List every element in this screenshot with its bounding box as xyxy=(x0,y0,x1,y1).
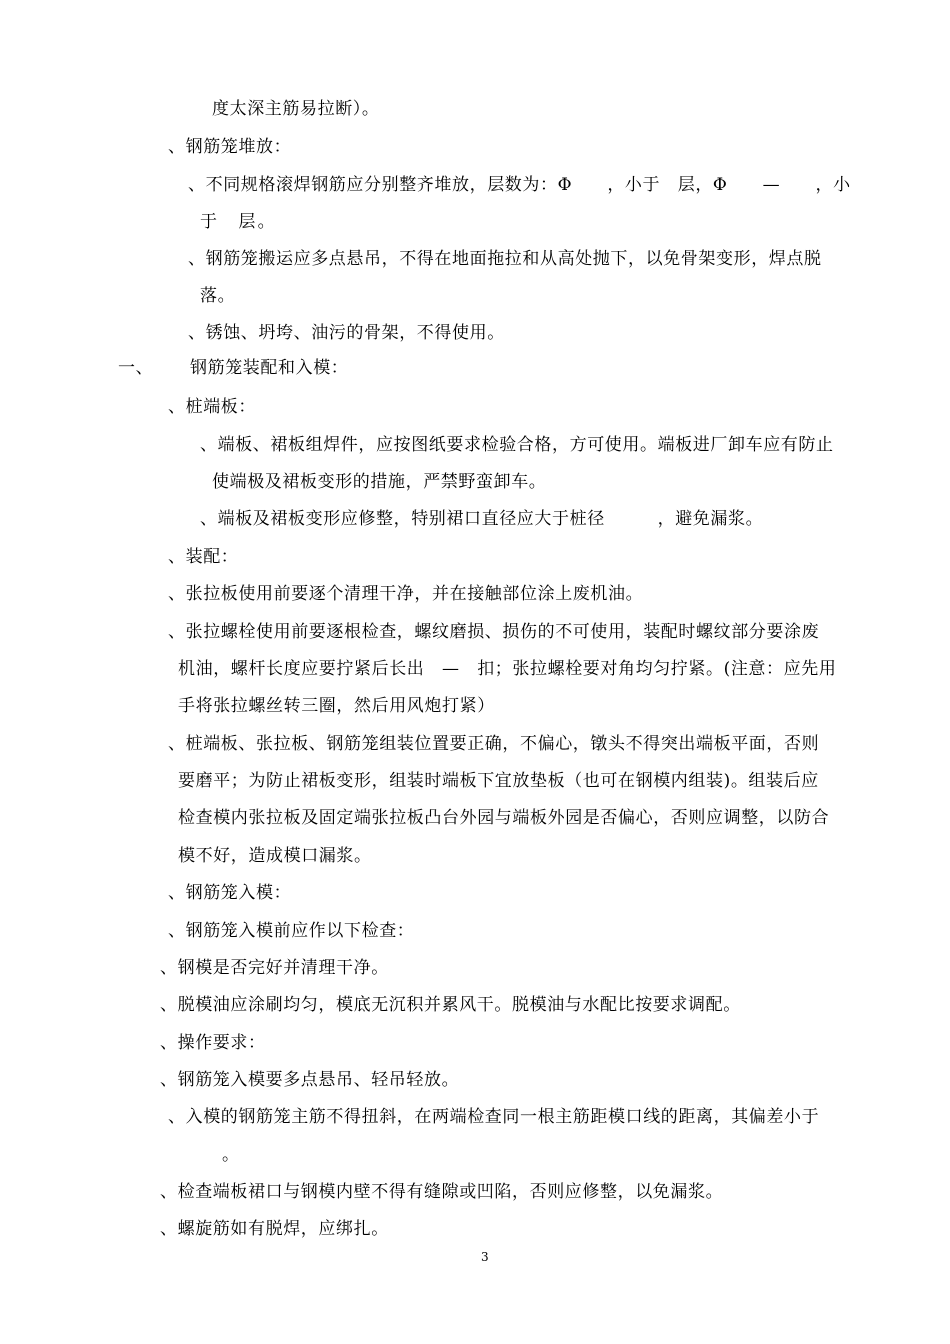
text-line: 要磨平；为防止裙板变形，组装时端板下宜放垫板（也可在钢模内组装)。组装后应 xyxy=(178,771,819,791)
list-item: 、不同规格滚焊钢筋应分别整齐堆放，层数为：Φ ，小于 层，Φ — ，小 xyxy=(188,175,851,195)
text-line: 使端极及裙板变形的措施，严禁野蛮卸车。 xyxy=(212,472,547,492)
list-item: 、入模的钢筋笼主筋不得扭斜，在两端检查同一根主筋距模口线的距离，其偏差小于 xyxy=(168,1107,820,1127)
list-item: 、端板及裙板变形应修整，特别裙口直径应大于桩径 ，避免漏浆。 xyxy=(200,509,764,529)
text-line: 手将张拉螺丝转三圈，然后用风炮打紧） xyxy=(178,696,495,716)
text-line: 模不好，造成模口漏浆。 xyxy=(178,846,372,866)
list-item: 、桩端板、张拉板、钢筋笼组装位置要正确，不偏心，镦头不得突出端板平面，否则 xyxy=(168,734,820,754)
section-number: 一、 xyxy=(118,358,154,378)
subheading: 、钢筋笼堆放： xyxy=(168,137,292,157)
page-number: 3 xyxy=(481,1250,489,1264)
list-item: 、张拉螺栓使用前要逐根检查，螺纹磨损、损伤的不可使用，装配时螺纹部分要涂废 xyxy=(168,622,820,642)
list-item: 、钢筋笼入模要多点悬吊、轻吊轻放。 xyxy=(160,1070,460,1090)
text-line: 检查模内张拉板及固定端张拉板凸台外园与端板外园是否偏心，否则应调整，以防合 xyxy=(178,808,830,828)
list-item: 、钢筋笼搬运应多点悬吊，不得在地面拖拉和从高处抛下，以免骨架变形，焊点脱 xyxy=(188,249,822,269)
text-line: 度太深主筋易拉断）。 xyxy=(212,99,380,119)
text-line: 。 xyxy=(222,1145,240,1165)
text-line: 机油，螺杆长度应要拧紧后长出 — 扣；张拉螺栓要对角均匀拧紧。(注意：应先用 xyxy=(178,659,837,679)
subheading: 、钢筋笼入模： xyxy=(168,883,292,903)
subheading: 、操作要求： xyxy=(160,1033,266,1053)
subheading: 、装配： xyxy=(168,547,239,567)
list-item: 、螺旋筋如有脱焊，应绑扎。 xyxy=(160,1219,389,1239)
list-item: 、端板、裙板组焊件，应按图纸要求检验合格，方可使用。端板进厂卸车应有防止 xyxy=(200,435,834,455)
list-item: 、张拉板使用前要逐个清理干净，并在接触部位涂上废机油。 xyxy=(168,584,644,604)
list-item: 、钢模是否完好并清理干净。 xyxy=(160,958,389,978)
text-line: 落。 xyxy=(200,286,236,306)
list-item: 、检查端板裙口与钢模内壁不得有缝隙或凹陷，否则应修整，以免漏浆。 xyxy=(160,1182,724,1202)
section-heading xyxy=(118,357,348,379)
subheading: 、桩端板： xyxy=(168,397,256,417)
list-item: 、钢筋笼入模前应作以下检查： xyxy=(168,921,415,941)
list-item: 、脱模油应涂刷均匀，模底无沉积并累风干。脱模油与水配比按要求调配。 xyxy=(160,995,741,1015)
list-item: 、锈蚀、坍垮、油污的骨架，不得使用。 xyxy=(188,323,505,343)
section-title: 钢筋笼装配和入模： xyxy=(190,358,349,378)
text-line: 于 层。 xyxy=(200,212,277,232)
